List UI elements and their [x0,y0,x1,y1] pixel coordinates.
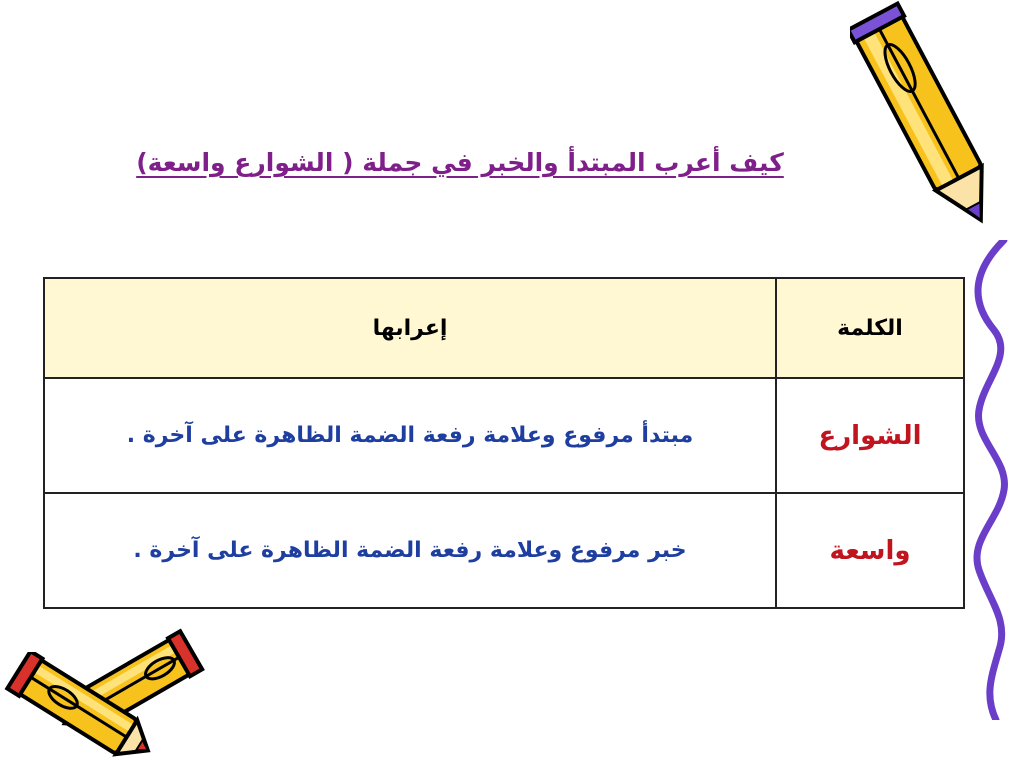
pencil-icon [850,0,1010,245]
table-header-row [44,278,964,378]
squiggle-line [964,240,1024,720]
header-analysis: إعرابها [44,278,776,378]
slide-title: كيف أعرب المبتدأ والخبر في جملة ( الشوارع واسعة) [136,148,784,177]
row-analysis: مبتدأ مرفوع وعلامة رفعة الضمة الظاهرة على آخرة . [44,378,776,493]
table-row [44,378,964,493]
table-row [44,493,964,608]
row-word: الشوارع [776,378,964,493]
row-word: واسعة [776,493,964,608]
grammar-table [43,277,965,609]
header-word: الكلمة [776,278,964,378]
pencil-icon [0,652,160,764]
row-analysis: خبر مرفوع وعلامة رفعة الضمة الظاهرة على آخرة . [44,493,776,608]
